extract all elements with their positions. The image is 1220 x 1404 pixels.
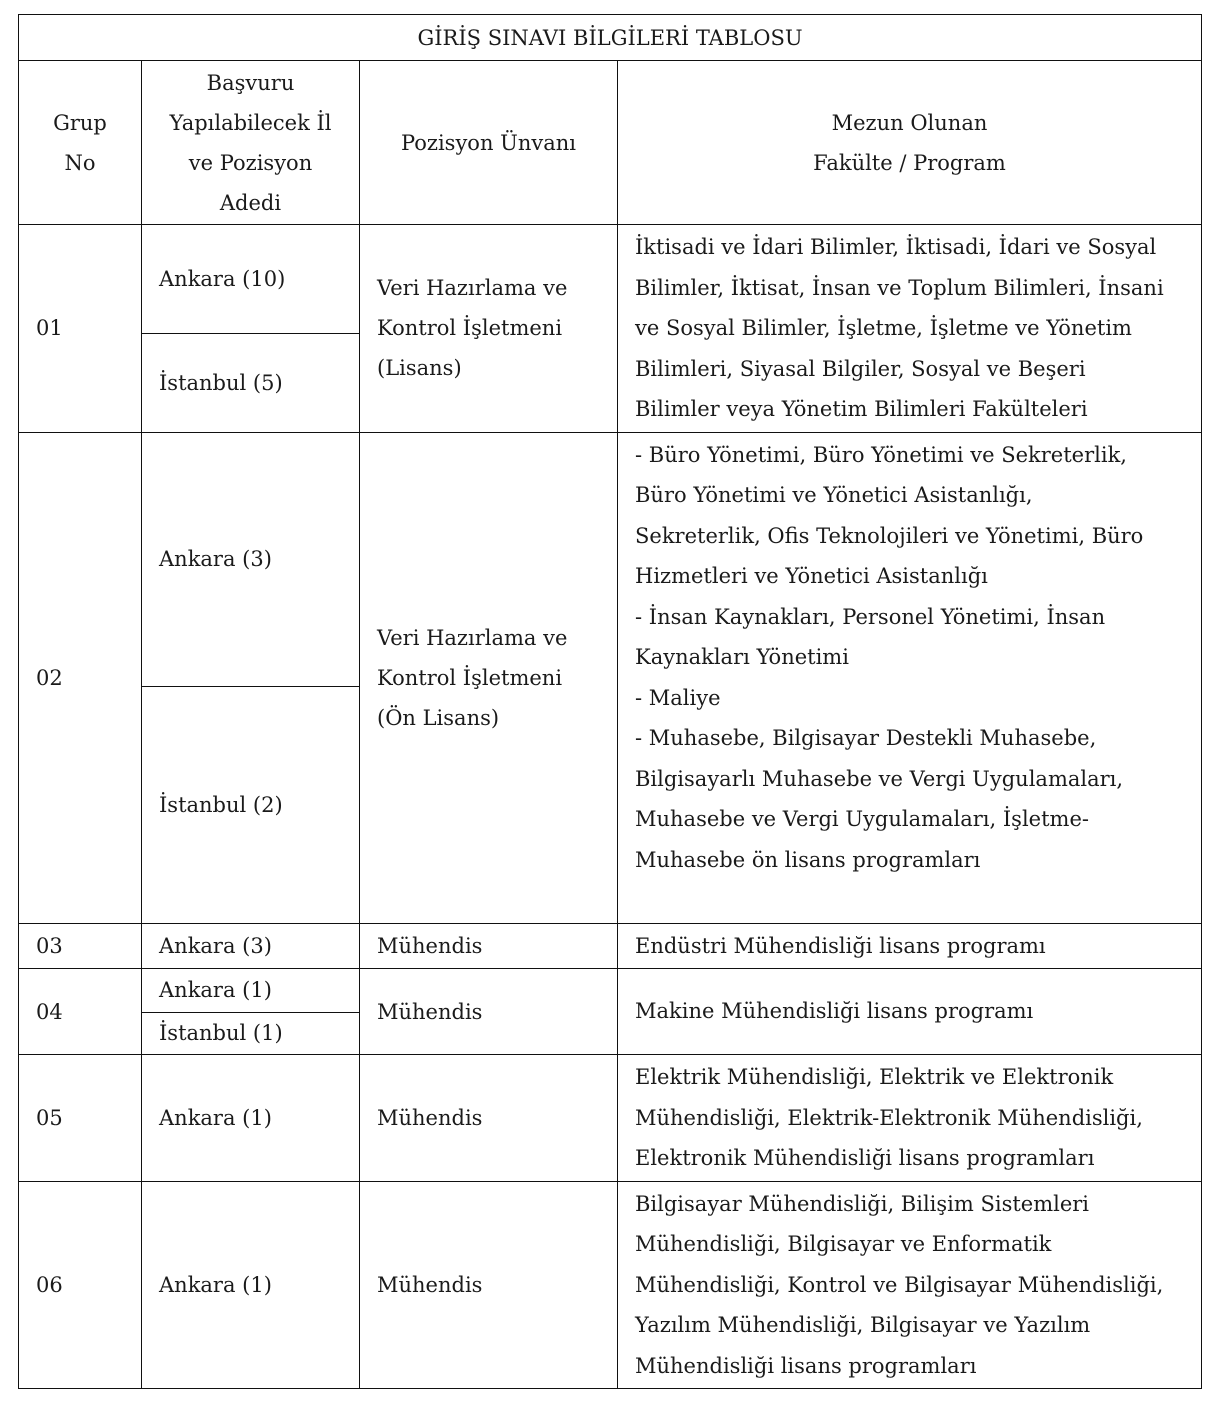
city-cell: Ankara (1) — [142, 1181, 360, 1389]
header-text: Fakülte / Program — [813, 150, 1006, 175]
program-line: Muhasebe ve Vergi Uygulamaları, İşletme- — [635, 807, 1089, 831]
position-line: Mühendis — [377, 1105, 483, 1130]
group-no-cell: 02 — [19, 432, 142, 923]
program-cell — [618, 923, 1202, 969]
program-line: Mühendisliği, Elektrik-Elektronik Mühendisliği, — [635, 1105, 1143, 1130]
header-text: Mezun Olunan — [831, 110, 988, 135]
program-line: Bilimler veya Yönetim Bilimleri Fakülteleri — [635, 397, 1088, 421]
program-line: Yazılım Mühendisliği, Bilgisayar ve Yazılım — [635, 1313, 1091, 1337]
program-line: Hizmetleri ve Yönetici Asistanlığı — [635, 564, 988, 588]
header-mezun — [618, 61, 1202, 225]
position-line: Mühendis — [377, 933, 483, 958]
header-row — [19, 61, 1202, 225]
city-item: Ankara (3) — [159, 547, 272, 572]
program-line: Bilgisayar Mühendisliği, Bilişim Sistemleri — [635, 1191, 1090, 1216]
program-line: Mühendisliği lisans programları — [635, 1353, 977, 1378]
table-row — [19, 969, 1202, 1055]
city-cell — [142, 969, 360, 1055]
city-list — [142, 969, 359, 1054]
program-cell — [618, 432, 1202, 923]
header-text: Adedi — [219, 190, 282, 215]
header-basvuru — [142, 61, 360, 225]
program-line: Elektronik Mühendisliği lisans programları — [635, 1146, 1095, 1170]
program-line: Muhasebe ön lisans programları — [635, 847, 981, 872]
position-line: Veri Hazırlama ve — [377, 625, 568, 650]
position-line: Kontrol İşletmeni — [377, 665, 563, 690]
city-cell — [142, 225, 360, 433]
position-line: Mühendis — [377, 1272, 483, 1297]
group-no-cell: 06 — [19, 1181, 142, 1389]
position-cell — [360, 1181, 618, 1389]
program-line: Makine Mühendisliği lisans programı — [635, 999, 1034, 1024]
group-no-cell: 03 — [19, 923, 142, 969]
position-cell — [360, 923, 618, 969]
city-item: İstanbul (5) — [142, 333, 359, 431]
program-line: - İnsan Kaynakları, Personel Yönetimi, İnsan — [635, 604, 1106, 629]
program-cell — [618, 969, 1202, 1055]
city-item: Ankara (1) — [159, 978, 272, 1003]
position-cell — [360, 1055, 618, 1182]
program-line: Mühendisliği, Bilgisayar ve Enformatik — [635, 1232, 1052, 1256]
position-line: (Lisans) — [377, 356, 462, 381]
table-row — [19, 923, 1202, 969]
exam-info-table — [18, 14, 1202, 1389]
city-cell — [142, 432, 360, 923]
program-line: Mühendisliği, Kontrol ve Bilgisayar Mühendisliği, — [635, 1272, 1164, 1297]
header-text: ve Pozisyon — [188, 150, 313, 175]
header-text: Başvuru — [206, 70, 295, 95]
header-text: Grup — [53, 110, 107, 135]
table-row — [19, 1055, 1202, 1182]
program-cell — [618, 1055, 1202, 1182]
program-line: İktisadi ve İdari Bilimler, İktisadi, İdari ve Sosyal — [635, 235, 1157, 259]
program-line: Elektrik Mühendisliği, Elektrik ve Elektronik — [635, 1065, 1114, 1089]
table-row — [19, 225, 1202, 433]
city-cell: Ankara (3) — [142, 923, 360, 969]
header-text: No — [64, 150, 96, 175]
program-line: ve Sosyal Bilimler, İşletme, İşletme ve Yönetim — [635, 316, 1132, 340]
program-cell — [618, 1181, 1202, 1389]
city-cell: Ankara (1) — [142, 1055, 360, 1182]
header-grup-no — [19, 61, 142, 225]
position-line: Kontrol İşletmeni — [377, 316, 563, 341]
program-line: Endüstri Mühendisliği lisans programı — [635, 933, 1046, 958]
position-cell — [360, 432, 618, 923]
position-line: Veri Hazırlama ve — [377, 276, 568, 301]
group-no-cell: 01 — [19, 225, 142, 433]
program-line: - Muhasebe, Bilgisayar Destekli Muhasebe, — [635, 726, 1097, 750]
city-item: Ankara (10) — [159, 266, 286, 291]
position-line: Mühendis — [377, 999, 483, 1024]
program-cell — [618, 225, 1202, 433]
program-line: - Büro Yönetimi, Büro Yönetimi ve Sekreterlik, — [635, 442, 1127, 467]
position-cell — [360, 225, 618, 433]
group-no-cell: 05 — [19, 1055, 142, 1182]
table-row — [19, 432, 1202, 923]
program-line: Kaynakları Yönetimi — [635, 645, 849, 669]
table-row — [19, 1181, 1202, 1389]
position-cell — [360, 969, 618, 1055]
program-line: Büro Yönetimi ve Yönetici Asistanlığı, — [635, 483, 1033, 507]
title-row — [19, 15, 1202, 61]
program-line: - Maliye — [635, 685, 721, 710]
program-line: Bilgisayarlı Muhasebe ve Vergi Uygulamaları, — [635, 766, 1124, 791]
program-line: Sekreterlik, Ofis Teknolojileri ve Yönetimi, Büro — [635, 523, 1144, 548]
program-line: Bilimler, İktisat, İnsan ve Toplum Bilimleri, İnsani — [635, 275, 1164, 300]
program-line: Bilimleri, Siyasal Bilgiler, Sosyal ve Beşeri — [635, 356, 1086, 381]
header-pozisyon: Pozisyon Ünvanı — [360, 61, 618, 225]
city-list — [142, 433, 359, 923]
group-no-cell: 04 — [19, 969, 142, 1055]
city-item: İstanbul (1) — [142, 1012, 359, 1054]
table-title: GİRİŞ SINAVI BİLGİLERİ TABLOSU — [19, 15, 1202, 61]
city-item: İstanbul (2) — [142, 687, 359, 923]
city-list — [142, 225, 359, 432]
position-line: (Ön Lisans) — [377, 705, 500, 730]
header-text: Yapılabilecek İl — [169, 110, 332, 135]
